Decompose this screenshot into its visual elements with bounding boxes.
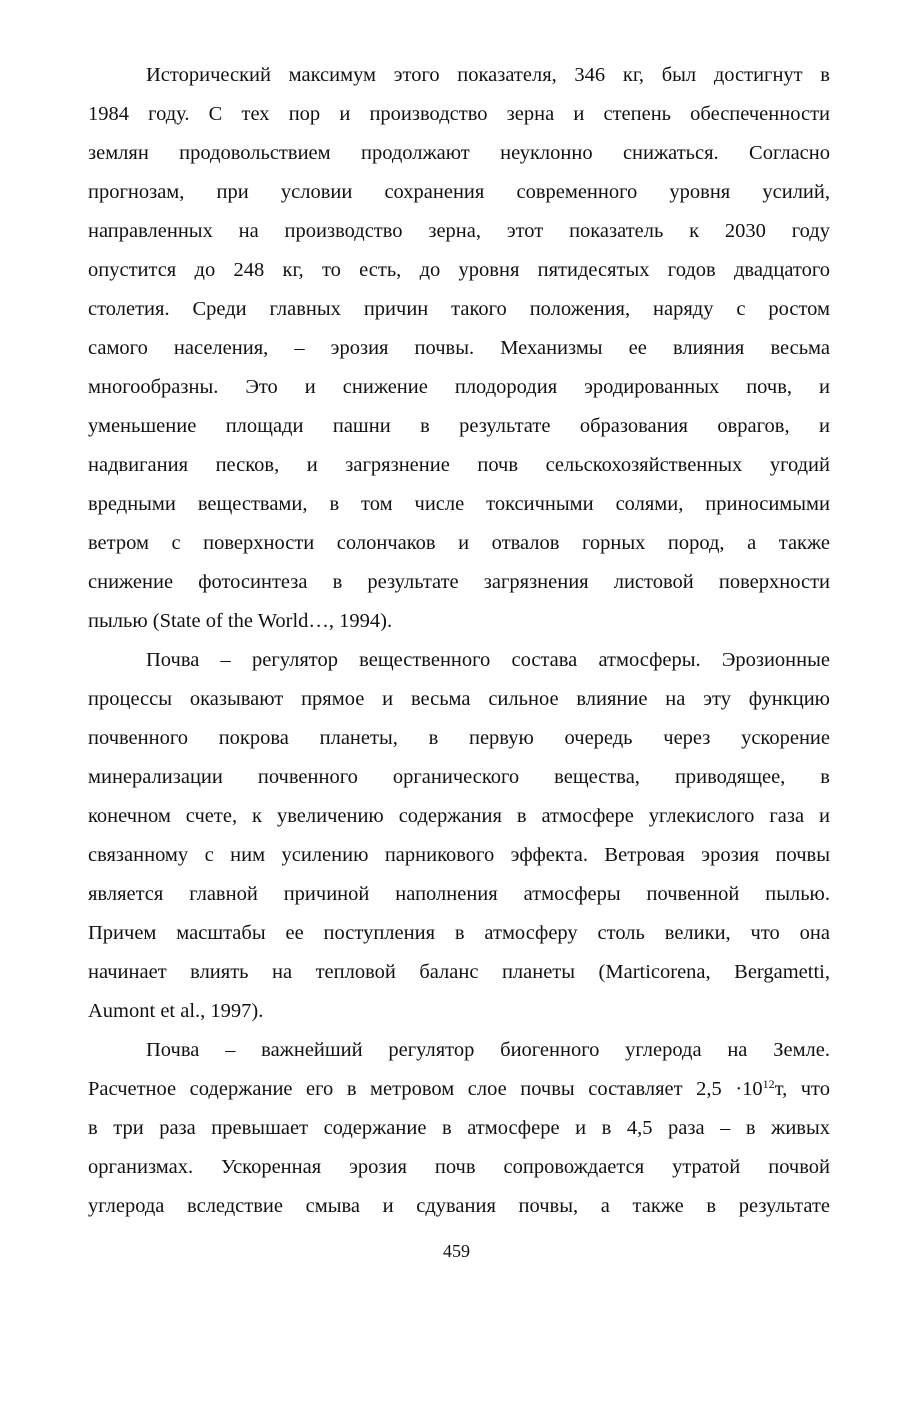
text-line: Почва – регулятор вещественного состава атмосферы. Эрозионные (146, 649, 830, 671)
paragraph-3 (88, 1031, 830, 1226)
text-line: 1984 году. С тех пор и производство зерна и степень обеспеченности (88, 103, 830, 125)
text-line: ветром с поверхности солончаков и отвалов горных пород, а также (88, 532, 830, 554)
text-line: самого населения, – эрозия почвы. Механизмы ее влияния весьма (88, 337, 830, 359)
text-line: связанному с ним усилению парникового эффекта. Ветровая эрозия почвы (88, 844, 830, 866)
text-line: почвенного покрова планеты, в первую очередь через ускорение (88, 727, 830, 749)
text-line: углерода вследствие смыва и сдувания почвы, а также в результате (88, 1195, 830, 1217)
text-line: конечном счете, к увеличению содержания в атмосфере углекислого газа и (88, 805, 830, 827)
text-line: прогнозам, при условии сохранения современного уровня усилий, (88, 181, 830, 203)
text-line: минерализации почвенного органического вещества, приводящее, в (88, 766, 830, 788)
paragraph-1 (88, 56, 830, 641)
paragraph-2 (88, 641, 830, 1031)
text-line: в три раза превышает содержание в атмосфере и в 4,5 раза – в живых (88, 1117, 830, 1139)
formula-unit: т, что (774, 1078, 830, 1100)
text-line: Почва – важнейший регулятор биогенного углерода на Земле. (146, 1039, 830, 1061)
text-line: процессы оказывают прямое и весьма сильное влияние на эту функцию (88, 688, 830, 710)
text-line: пылью (State of the World…, 1994). (88, 610, 393, 632)
text-line: организмах. Ускоренная эрозия почв сопровождается утратой почвой (88, 1156, 830, 1178)
text-line: опустится до 248 кг, то есть, до уровня пятидесятых годов двадцатого (88, 259, 830, 281)
page-number: 459 (443, 1241, 470, 1261)
formula-text: Расчетное содержание его в метровом слое почвы составляет 2,5 ·10 (88, 1078, 763, 1100)
exponent: 12 (762, 1077, 775, 1091)
text-line: является главной причиной наполнения атмосферы почвенной пылью. (88, 883, 830, 905)
text-line: вредными веществами, в том числе токсичными солями, приносимыми (88, 493, 830, 515)
text-line: Исторический максимум этого показателя, 346 кг, был достигнут в (146, 64, 830, 86)
text-line: направленных на производство зерна, этот показатель к 2030 году (88, 220, 830, 242)
text-line: Причем масштабы ее поступления в атмосферу столь велики, что она (88, 922, 830, 944)
text-line: столетия. Среди главных причин такого положения, наряду с ростом (88, 298, 830, 320)
page-body (88, 56, 830, 1226)
text-line: начинает влиять на тепловой баланс планеты (Marticorena, Bergametti, (88, 961, 830, 983)
text-line: уменьшение площади пашни в результате образования оврагов, и (88, 415, 830, 437)
text-line: Aumont et al., 1997). (88, 1000, 264, 1022)
text-line: многообразны. Это и снижение плодородия эродированных почв, и (88, 376, 830, 398)
text-line: надвигания песков, и загрязнение почв сельскохозяйственных угодий (88, 454, 830, 476)
text-line: землян продовольствием продолжают неуклонно снижаться. Согласно (88, 142, 830, 164)
text-line: снижение фотосинтеза в результате загрязнения листовой поверхности (88, 571, 830, 593)
text-line-with-formula (88, 1070, 830, 1109)
